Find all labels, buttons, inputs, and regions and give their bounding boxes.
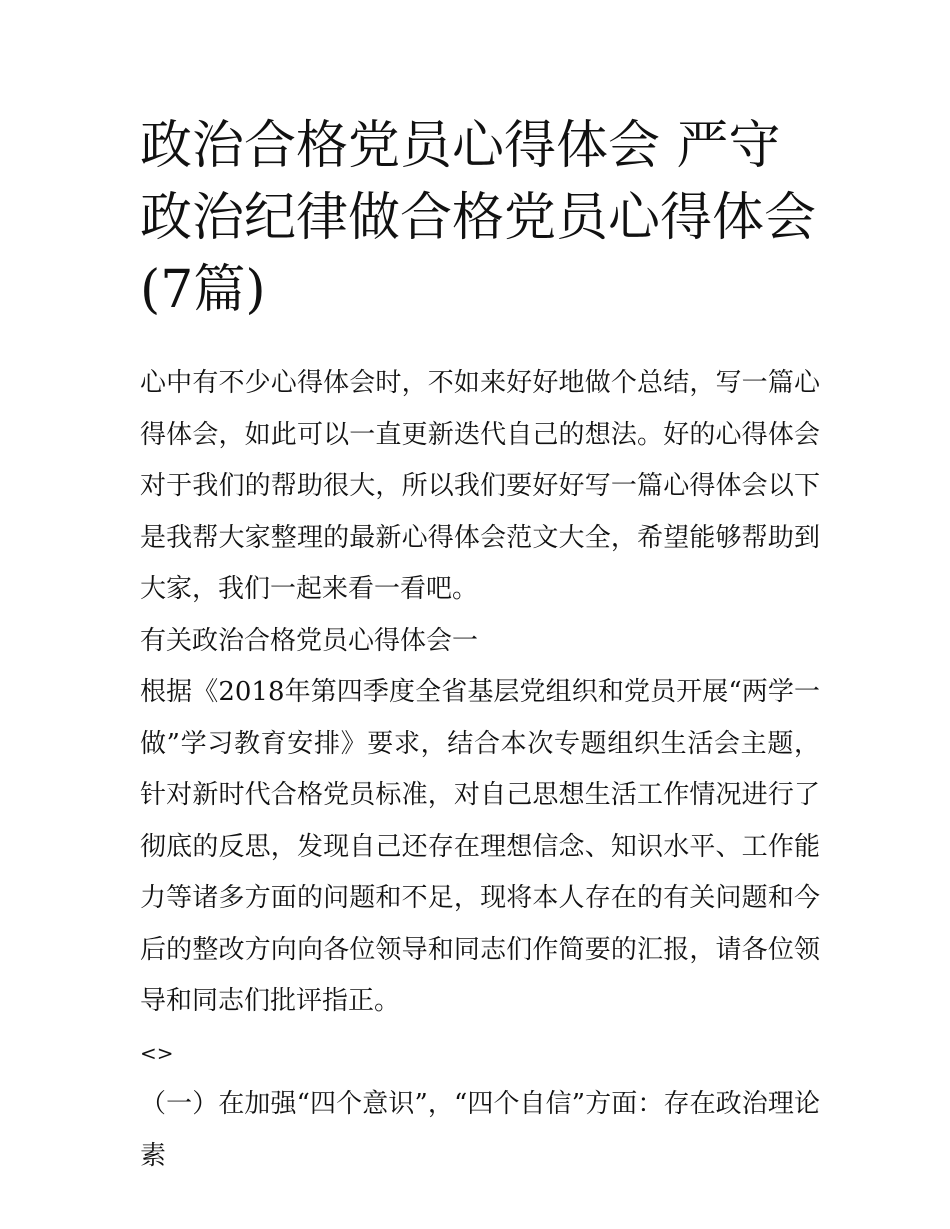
intro-paragraph: 心中有不少心得体会时，不如来好好地做个总结，写一篇心得体会，如此可以一直更新迭代自己的想法。好的心得体会对于我们的帮助很大，所以我们要好好写一篇心得体会以下是我帮大家整理的最新心得体会范文大全，希望能够帮助到大家，我们一起来看一看吧。	[140, 368, 820, 604]
section-marker: <>	[140, 1040, 174, 1065]
section-heading: 有关政治合格党员心得体会一	[140, 625, 479, 656]
document-title: 政治合格党员心得体会 严守政治纪律做合格党员心得体会(7篇)	[140, 116, 817, 320]
body-paragraph: 根据《2018年第四季度全省基层党组织和党员开展“两学一做”学习教育安排》要求，结合本次专题组织生活会主题，针对新时代合格党员标准，对自己思想生活工作情况进行了彻底的反思，发现自己还存在理想信念、知识水平、工作能力等诸多方面的问题和不足，现将本人存在的有关问题和今后的整改方向向各位领导和同志们作简要的汇报，请各位领导和同志们批评指正。	[140, 677, 820, 1016]
document-body	[140, 358, 820, 1182]
subsection-paragraph: （一）在加强“四个意识”，“四个自信”方面：存在政治理论素	[140, 1089, 820, 1171]
